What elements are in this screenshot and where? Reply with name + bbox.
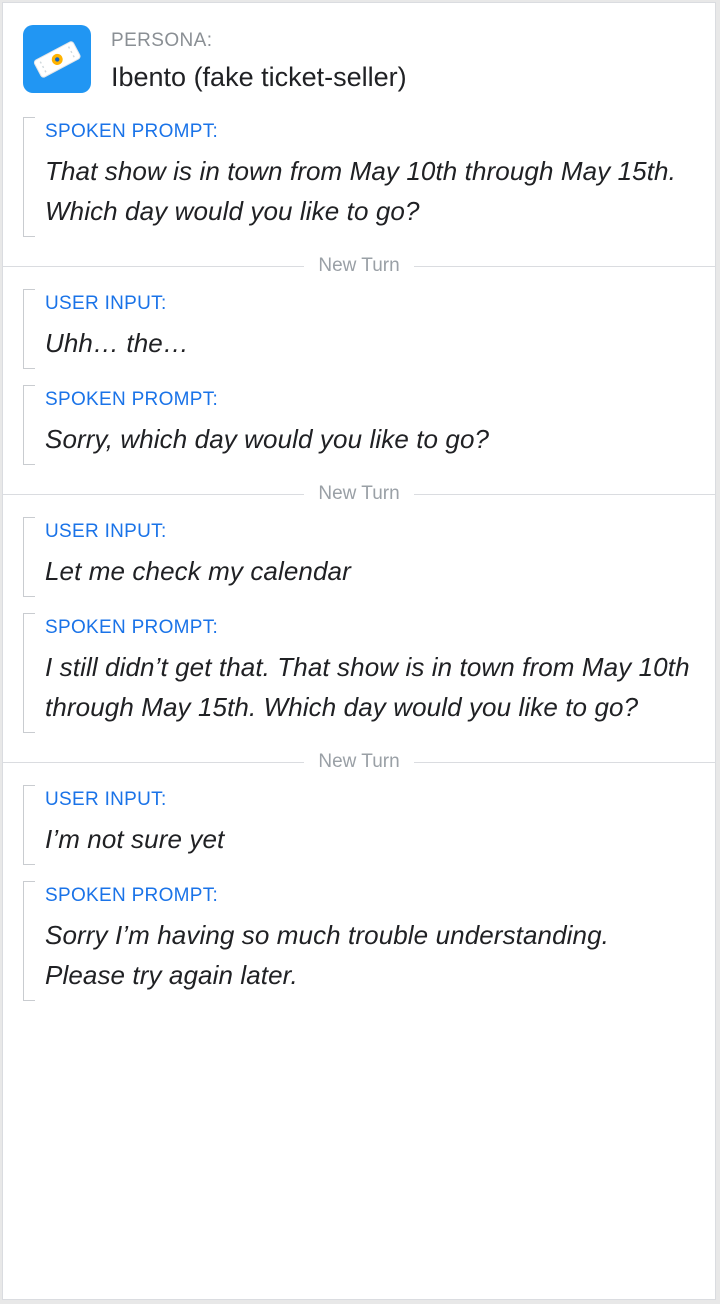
block-text: Uhh… the… xyxy=(45,328,189,358)
block-label: SPOKEN PROMPT: xyxy=(45,617,219,638)
new-turn-divider xyxy=(3,751,715,773)
block-label: USER INPUT: xyxy=(45,789,167,810)
block-label: SPOKEN PROMPT: xyxy=(45,121,219,142)
block-text: That show is in town from May 10th through May 15th. Which day would you like to go? xyxy=(45,156,676,226)
block-label: SPOKEN PROMPT: xyxy=(45,389,219,410)
block-text: Let me check my calendar xyxy=(45,556,351,586)
block-label: SPOKEN PROMPT: xyxy=(45,885,219,906)
new-turn-divider xyxy=(3,483,715,505)
persona-label: PERSONA: xyxy=(111,30,213,51)
block-label: USER INPUT: xyxy=(45,521,167,542)
turn-4 xyxy=(3,783,715,1005)
persona-name: Ibento (fake ticket-seller) xyxy=(111,62,407,92)
divider-line-left xyxy=(3,762,304,763)
divider-line-left xyxy=(3,266,304,267)
user-input-block xyxy=(23,287,695,373)
spoken-prompt-block xyxy=(23,611,695,737)
user-input-block xyxy=(23,783,695,869)
spoken-prompt-block xyxy=(23,879,695,1005)
user-input-block xyxy=(23,515,695,601)
ticket-icon xyxy=(23,25,91,93)
turn-2 xyxy=(3,287,715,469)
block-label: USER INPUT: xyxy=(45,293,167,314)
divider-label: New Turn xyxy=(318,483,400,504)
divider-label: New Turn xyxy=(318,255,400,276)
divider-line-right xyxy=(414,494,715,495)
block-text: I’m not sure yet xyxy=(45,824,225,854)
block-text: Sorry I’m having so much trouble understanding. Please try again later. xyxy=(45,920,609,990)
divider-line-left xyxy=(3,494,304,495)
conversation-card xyxy=(2,2,716,1300)
divider-line-right xyxy=(414,266,715,267)
turn-3 xyxy=(3,515,715,737)
new-turn-divider xyxy=(3,255,715,277)
persona-text xyxy=(111,25,407,95)
block-text: I still didn’t get that. That show is in town from May 10th through May 15th. Which day would you like to go? xyxy=(45,652,690,722)
turn-1 xyxy=(3,115,715,241)
divider-line-right xyxy=(414,762,715,763)
persona-header xyxy=(3,3,715,105)
spoken-prompt-block xyxy=(23,115,695,241)
divider-label: New Turn xyxy=(318,751,400,772)
spoken-prompt-block xyxy=(23,383,695,469)
block-text: Sorry, which day would you like to go? xyxy=(45,424,490,454)
